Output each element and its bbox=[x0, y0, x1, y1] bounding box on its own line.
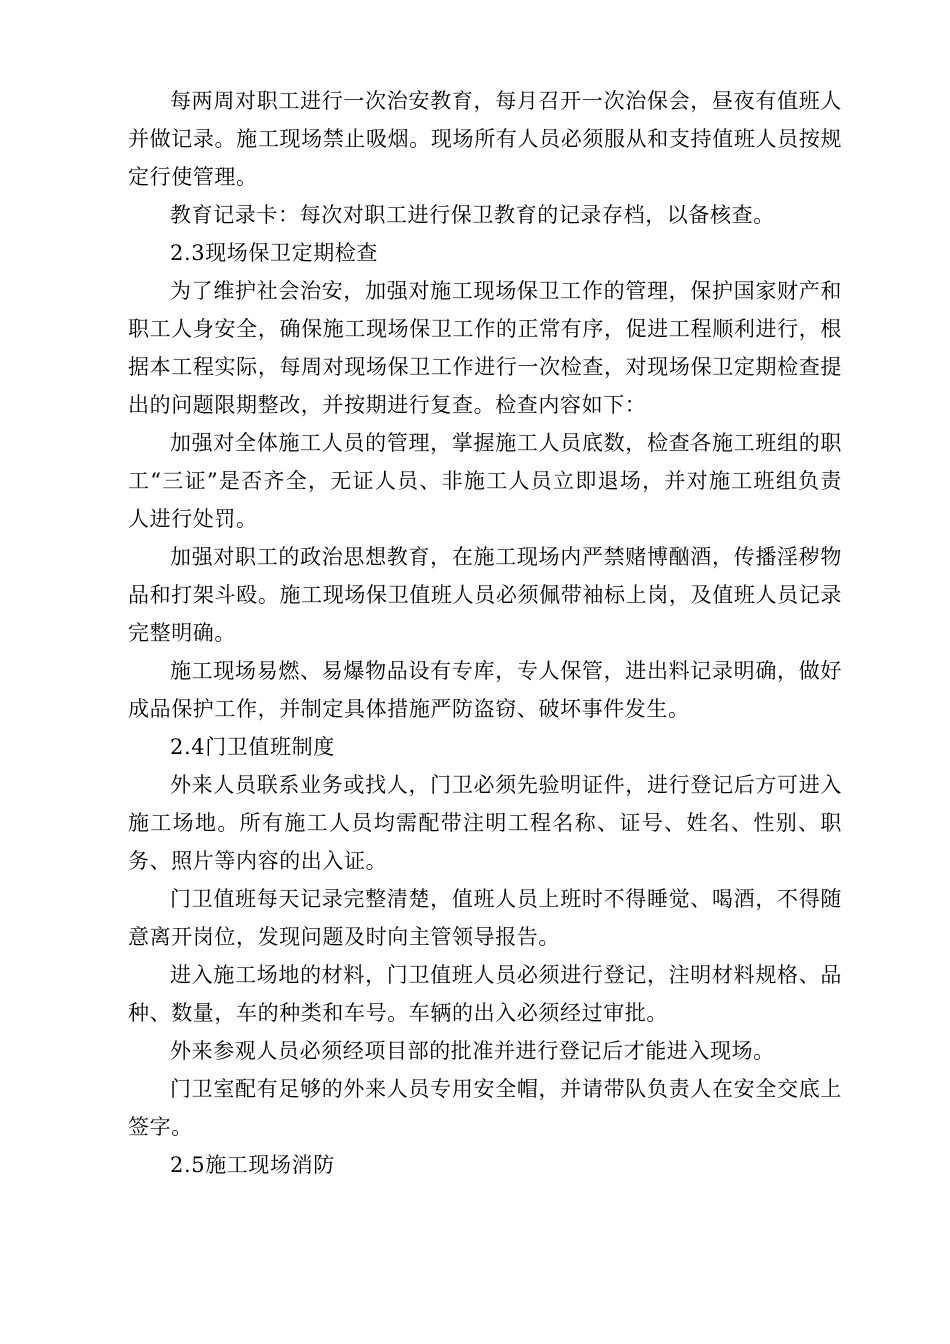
body-paragraph bbox=[128, 538, 842, 652]
body-paragraph bbox=[128, 766, 842, 880]
body-paragraph bbox=[128, 424, 842, 538]
text-line: 出的问题限期整改，并按期进行复查。检查内容如下： bbox=[128, 393, 647, 417]
text-line: 门卫值班每天记录完整清楚，值班人员上班时不得睡觉、喝酒，不得随 bbox=[170, 887, 842, 911]
document-body bbox=[128, 82, 842, 1184]
body-paragraph bbox=[128, 956, 842, 1032]
text-line: 人进行处罚。 bbox=[128, 507, 258, 531]
body-paragraph bbox=[128, 880, 842, 956]
text-line: 务、照片等内容的出入证。 bbox=[128, 849, 388, 873]
text-line: 进入施工场地的材料，门卫值班人员必须进行登记，注明材料规格、品 bbox=[170, 963, 842, 987]
text-line: 工“三证”是否齐全，无证人员、非施工人员立即退场，并对施工班组负责 bbox=[128, 469, 842, 493]
text-line: 外来参观人员必须经项目部的批准并进行登记后才能进入现场。 bbox=[170, 1039, 775, 1063]
text-line: 施工场地。所有施工人员均需配带注明工程名称、证号、姓名、性别、职 bbox=[128, 811, 842, 835]
section-heading bbox=[128, 1146, 842, 1184]
text-line: 外来人员联系业务或找人，门卫必须先验明证件，进行登记后方可进入 bbox=[170, 773, 842, 797]
text-line: 品和打架斗殴。施工现场保卫值班人员必须佩带袖标上岗，及值班人员记录 bbox=[128, 583, 842, 607]
text-line: 为了维护社会治安，加强对施工现场保卫工作的管理，保护国家财产和 bbox=[170, 279, 842, 303]
text-line: 意离开岗位，发现问题及时向主管领导报告。 bbox=[128, 925, 560, 949]
body-paragraph bbox=[128, 196, 842, 234]
body-paragraph bbox=[128, 272, 842, 424]
text-line: 签字。 bbox=[128, 1115, 193, 1139]
text-line: 加强对职工的政治思想教育，在施工现场内严禁赌博酗酒，传播淫秽物 bbox=[170, 545, 842, 569]
text-line: 定行使管理。 bbox=[128, 165, 258, 189]
text-line: 教育记录卡：每次对职工进行保卫教育的记录存档，以备核查。 bbox=[170, 203, 775, 227]
body-paragraph bbox=[128, 82, 842, 196]
text-line: 种、数量，车的种类和车号。车辆的出入必须经过审批。 bbox=[128, 1001, 668, 1025]
text-line: 门卫室配有足够的外来人员专用安全帽，并请带队负责人在安全交底上 bbox=[170, 1077, 842, 1101]
text-line: 每两周对职工进行一次治安教育，每月召开一次治保会，昼夜有值班人 bbox=[170, 89, 842, 113]
text-line: 2.5施工现场消防 bbox=[170, 1153, 335, 1177]
text-line: 加强对全体施工人员的管理，掌握施工人员底数，检查各施工班组的职 bbox=[170, 431, 842, 455]
text-line: 成品保护工作，并制定具体措施严防盗窃、破坏事件发生。 bbox=[128, 697, 690, 721]
section-heading bbox=[128, 728, 842, 766]
text-line: 并做记录。施工现场禁止吸烟。现场所有人员必须服从和支持值班人员按规 bbox=[128, 127, 842, 151]
text-line: 职工人身安全，确保施工现场保卫工作的正常有序，促进工程顺利进行，根 bbox=[128, 317, 842, 341]
text-line: 完整明确。 bbox=[128, 621, 236, 645]
body-paragraph bbox=[128, 1070, 842, 1146]
text-line: 据本工程实际，每周对现场保卫工作进行一次检查，对现场保卫定期检查提 bbox=[128, 355, 842, 379]
body-paragraph bbox=[128, 1032, 842, 1070]
text-line: 2.4门卫值班制度 bbox=[170, 735, 335, 759]
text-line: 施工现场易燃、易爆物品设有专库，专人保管，进出料记录明确，做好 bbox=[170, 659, 842, 683]
section-heading bbox=[128, 234, 842, 272]
text-line: 2.3现场保卫定期检查 bbox=[170, 241, 378, 265]
body-paragraph bbox=[128, 652, 842, 728]
